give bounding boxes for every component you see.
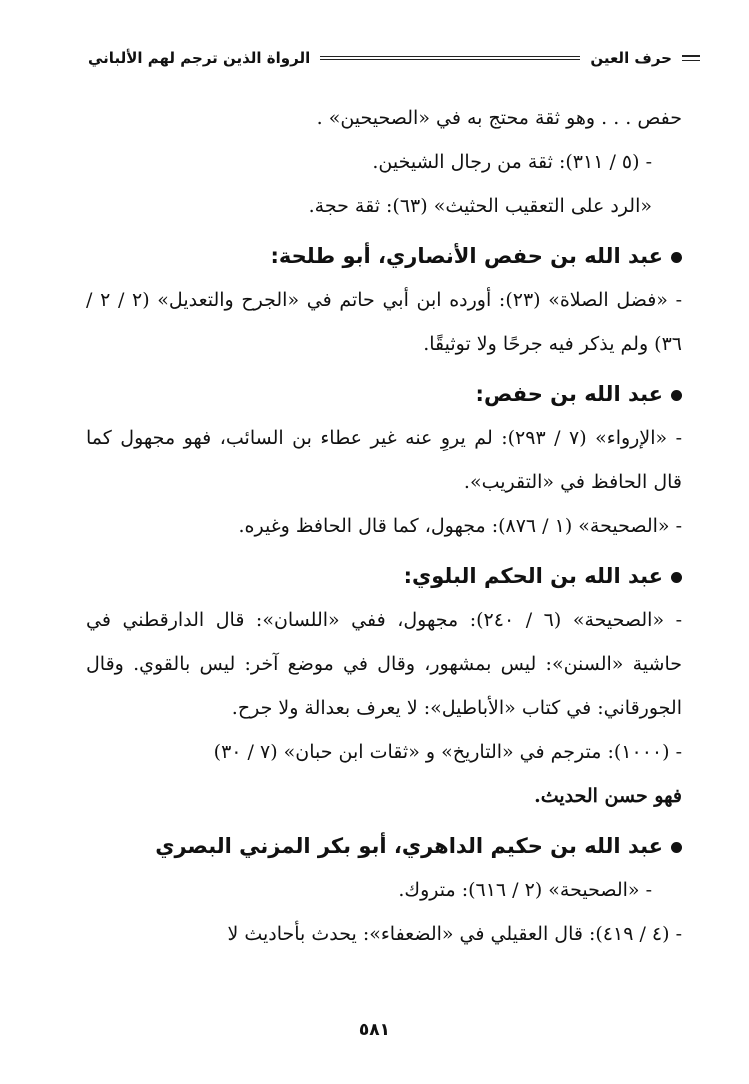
entry-heading-text: عبد الله بن حفص: [475,382,663,406]
page-body [86,96,682,956]
entry-heading [86,234,682,278]
body-line: - (٤ / ٤١٩): قال العقيلي في «الضعفاء»: يحدث بأحاديث لا [227,923,682,945]
body-line: - «الإرواء» (٧ / ٢٩٣): لم يروِ عنه غير عطاء بن السائب، فهو مجهول كما قال الحافظ في «التقريب». [86,427,682,493]
body-line: فهو حسن الحديث. [534,785,682,807]
entry-heading-text: عبد الله بن حكيم الداهري، أبو بكر المزني البصري [155,834,663,858]
entry-heading-text: عبد الله بن الحكم البلوي: [403,564,663,588]
body-line: - (١٠٠٠): مترجم في «التاريخ» و «ثقات ابن حبان» (٧ / ٣٠) [213,741,682,763]
entry-heading-text: عبد الله بن حفص الأنصاري، أبو طلحة: [270,244,663,268]
page-number: ٥٨١ [358,1020,391,1040]
body-line: - «الصحيحة» (٢ / ٦١٦): متروك. [398,879,652,901]
body-line: «الرد على التعقيب الحثيث» (٦٣): ثقة حجة. [308,195,652,217]
entry-heading [86,554,682,598]
body-line: - «فضل الصلاة» (٢٣): أورده ابن أبي حاتم في «الجرح والتعديل» (٢ / ٢ / ٣٦) ولم يذكر فيه جرحًا ولا توثيقًا. [86,289,683,355]
body-line: - «الصحيحة» (٦ / ٢٤٠): مجهول، ففي «اللسان»: قال الدارقطني في حاشية «السنن»: ليس بمشهور، وقال في موضع آخر: ليس بالقوي. وقال الجورقاني: في كتاب «الأباطيل»: لا يعرف بعدالة ولا جرح. [86,609,683,719]
bullet-icon [671,842,682,853]
header-rule-mark [682,55,700,61]
bullet-icon [671,572,682,583]
running-header [88,44,700,72]
entry-heading [86,824,682,868]
body-line: - «الصحيحة» (١ / ٨٧٦): مجهول، كما قال الحافظ وغيره. [238,515,682,537]
header-book-title: الرواة الذين ترجم لهم الألباني [88,49,311,67]
header-divider [320,56,580,60]
entry-heading [86,372,682,416]
body-line: - (٥ / ٣١١): ثقة من رجال الشيخين. [372,151,652,173]
header-chapter-title: حرف العين [590,49,672,67]
bullet-icon [671,390,682,401]
body-line: حفص . . . وهو ثقة محتج به في «الصحيحين» . [316,107,682,129]
bullet-icon [671,252,682,263]
